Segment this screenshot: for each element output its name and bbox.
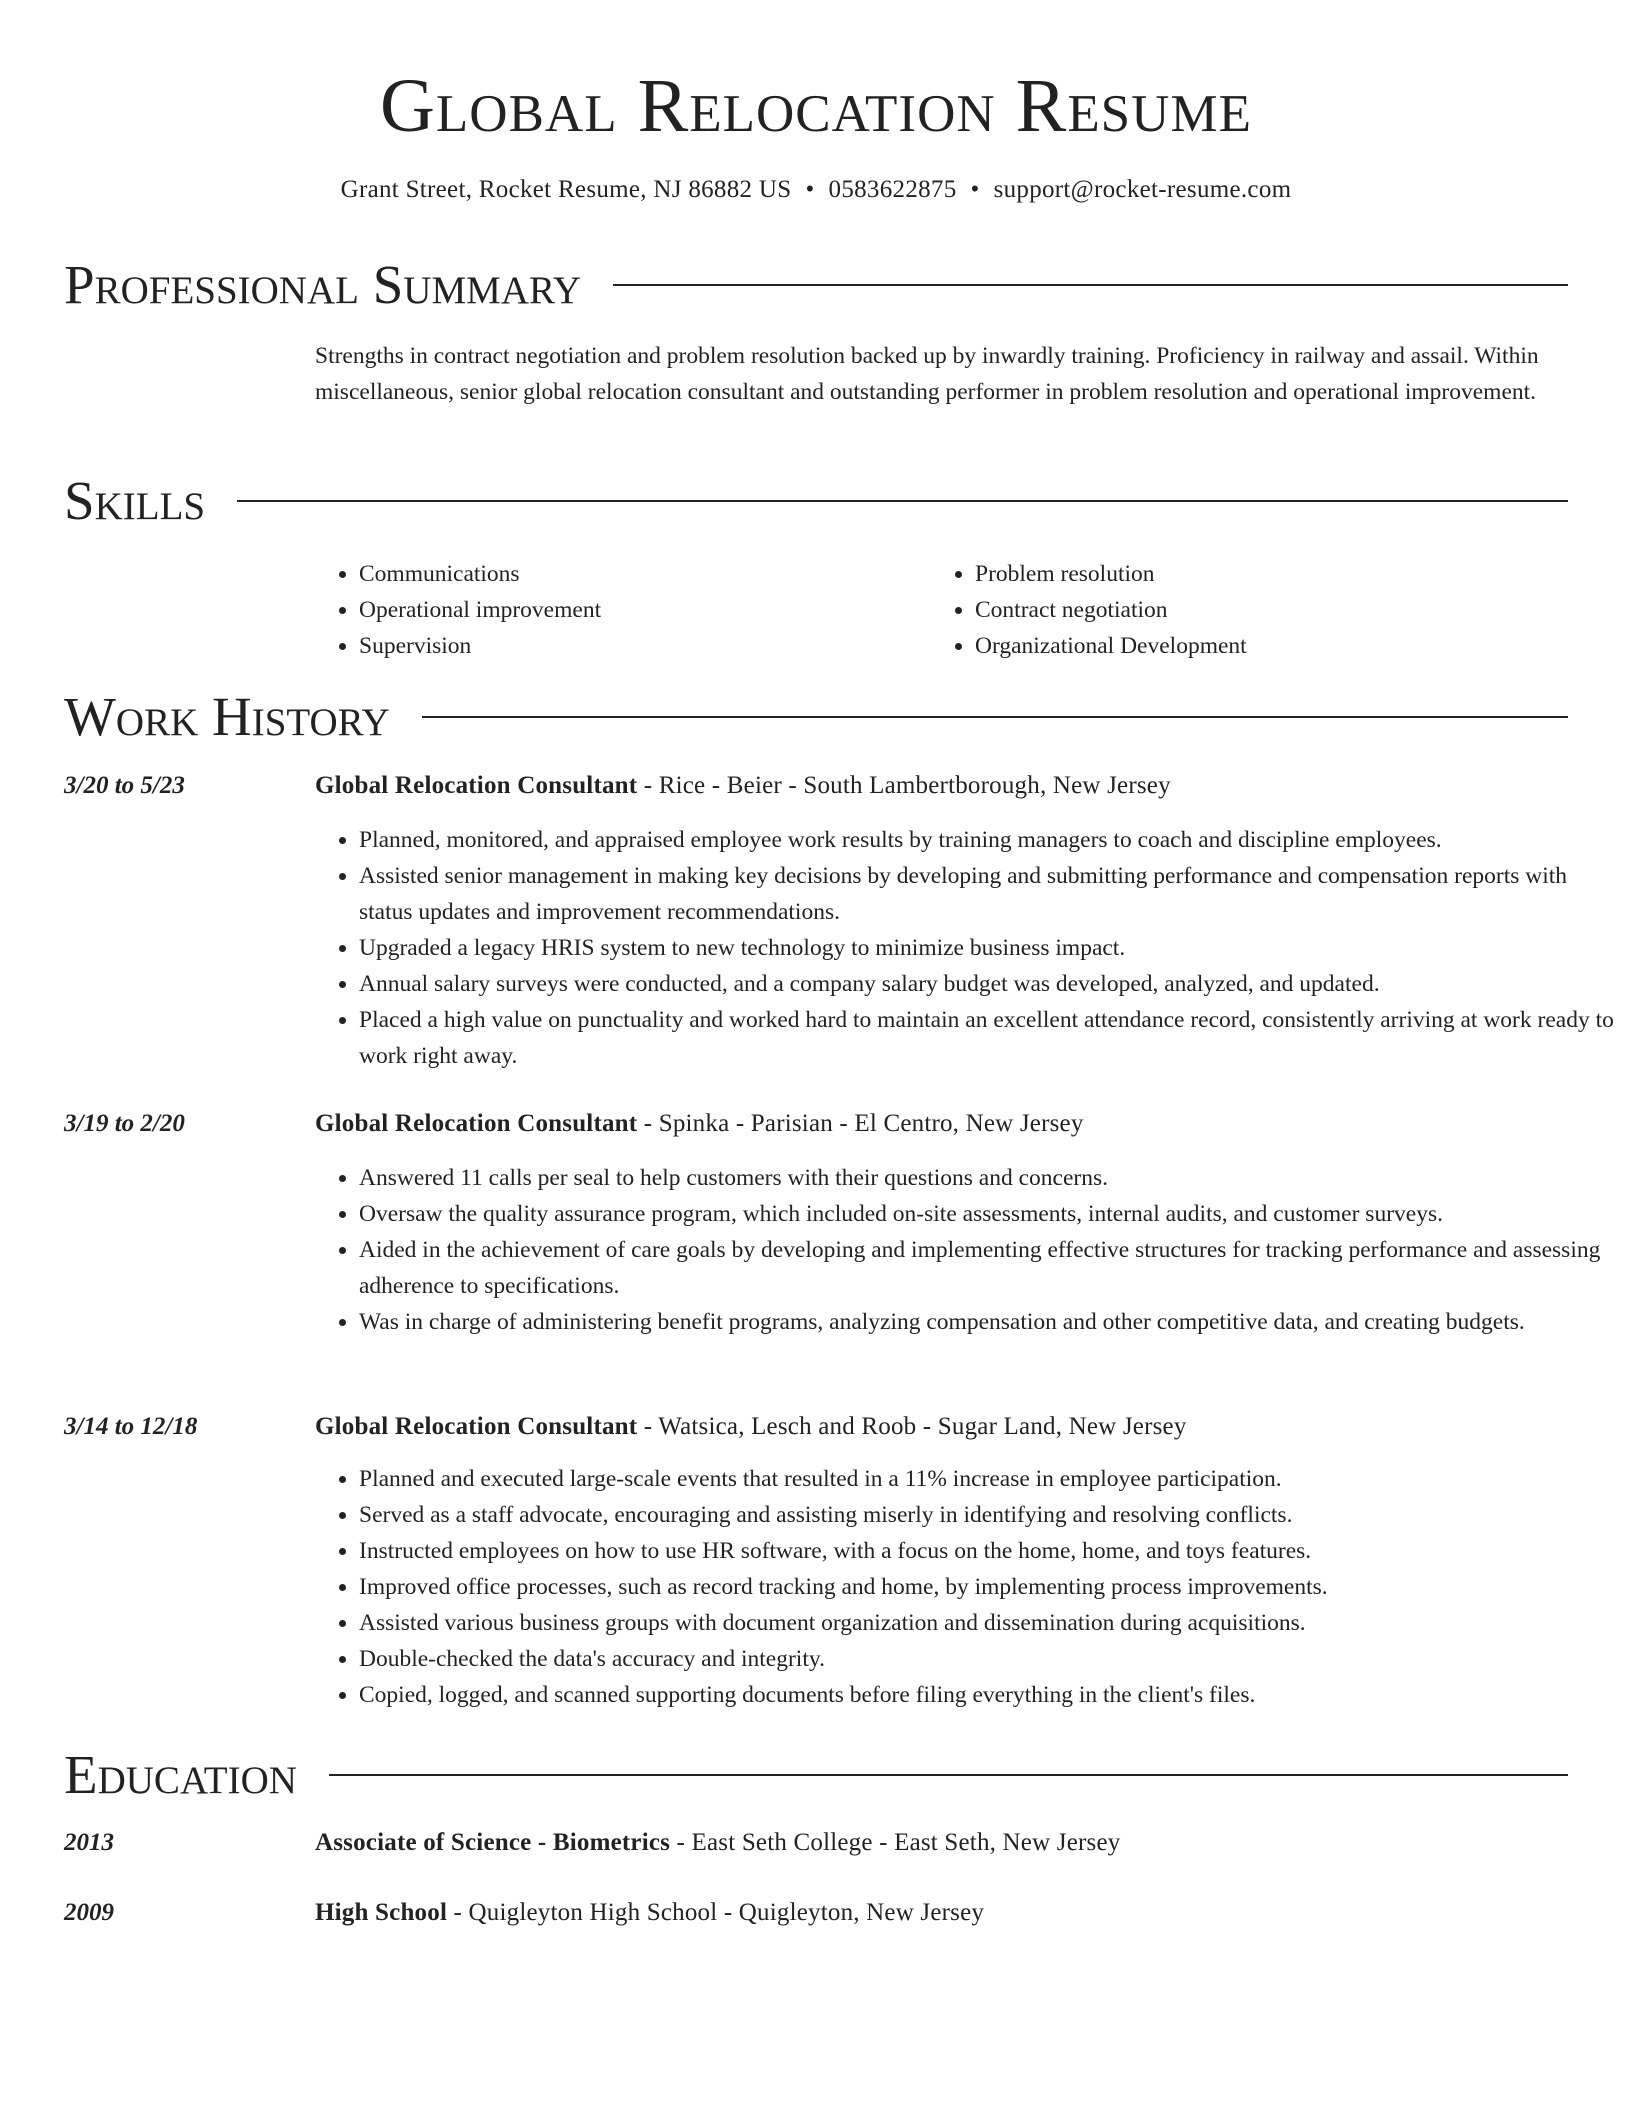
section-title-summary: Professional Summary xyxy=(64,254,582,315)
job-bullet: • Was in charge of administering benefit programs, analyzing compensation and other competitive data, and creating budgets. xyxy=(359,1304,1619,1340)
job-bullet: • Double-checked the data's accuracy and integrity. xyxy=(359,1641,1619,1677)
education-details: - Quigleyton High School - Quigleyton, New Jersey xyxy=(447,1899,985,1926)
section-divider xyxy=(422,716,1568,718)
job-date: 3/19 to 2/20 xyxy=(64,1110,185,1137)
job-role: Global Relocation Consultant xyxy=(315,772,638,799)
education-line xyxy=(315,1895,1575,1931)
section-divider xyxy=(613,284,1568,286)
job-bullet: • Planned, monitored, and appraised employee work results by training managers to coach and discipline employees. xyxy=(359,822,1619,858)
education-line xyxy=(315,1825,1575,1861)
education-details: - East Seth College - East Seth, New Jersey xyxy=(670,1829,1121,1856)
job-bullet: • Planned and executed large-scale events that resulted in a 11% increase in employee participation. xyxy=(359,1461,1619,1497)
education-year: 2009 xyxy=(64,1899,114,1926)
job-title-line xyxy=(315,1106,1575,1142)
email: support@rocket-resume.com xyxy=(993,176,1292,203)
work-section-header xyxy=(64,682,1568,752)
address: Grant Street, Rocket Resume, NJ 86882 US xyxy=(340,176,792,203)
job-bullet: • Placed a high value on punctuality and worked hard to maintain an excellent attendance record, consistently arriving at work ready to work right away. xyxy=(359,1002,1619,1074)
separator: • xyxy=(805,176,815,203)
education-degree: Associate of Science - Biometrics xyxy=(315,1829,671,1856)
job-bullet: • Oversaw the quality assurance program, which included on-site assessments, internal audits, and customer surveys. xyxy=(359,1196,1619,1232)
skill-item: • Problem resolution xyxy=(975,556,1547,592)
skills-column-2 xyxy=(931,556,1547,664)
job-bullets xyxy=(315,1160,1619,1340)
job-details: - Watsica, Lesch and Roob - Sugar Land, New Jersey xyxy=(637,1413,1187,1440)
job-details: - Spinka - Parisian - El Centro, New Jersey xyxy=(637,1110,1084,1137)
section-divider xyxy=(329,1774,1568,1776)
job-title-line xyxy=(315,768,1575,804)
job-bullets xyxy=(315,1461,1619,1713)
job-bullet: • Served as a staff advocate, encouraging and assisting miserly in identifying and resolving conflicts. xyxy=(359,1497,1619,1533)
job-date: 3/20 to 5/23 xyxy=(64,772,185,799)
job-details: - Rice - Beier - South Lambertborough, New Jersey xyxy=(637,772,1171,799)
education-year: 2013 xyxy=(64,1829,114,1856)
phone: 0583622875 xyxy=(828,176,957,203)
job-bullet: • Answered 11 calls per seal to help customers with their questions and concerns. xyxy=(359,1160,1619,1196)
skill-item: • Organizational Development xyxy=(975,628,1547,664)
job-bullet: • Assisted various business groups with document organization and dissemination during acquisitions. xyxy=(359,1605,1619,1641)
resume-title: Global Relocation Resume xyxy=(380,64,1252,148)
job-bullets xyxy=(315,822,1619,1074)
job-title-line xyxy=(315,1409,1575,1445)
skills-list xyxy=(315,556,1575,664)
job-bullet: • Assisted senior management in making key decisions by developing and submitting performance and compensation reports with status updates and improvement recommendations. xyxy=(359,858,1619,930)
summary-text: Strengths in contract negotiation and problem resolution backed up by inwardly training. Proficiency in railway and assail. Within miscellaneous, senior global relocation consultant and outstanding performer in problem resolution and operational improvement. xyxy=(315,343,1539,405)
job-bullet: • Upgraded a legacy HRIS system to new technology to minimize business impact. xyxy=(359,930,1619,966)
skill-item: • Supervision xyxy=(359,628,931,664)
job-bullet: • Annual salary surveys were conducted, and a company salary budget was developed, analyzed, and updated. xyxy=(359,966,1619,1002)
job-bullet: • Copied, logged, and scanned supporting documents before filing everything in the client's files. xyxy=(359,1677,1619,1713)
job-bullet: • Aided in the achievement of care goals by developing and implementing effective structures for tracking performance and assessing adherence to specifications. xyxy=(359,1232,1619,1304)
skill-item: • Communications xyxy=(359,556,931,592)
summary-section-header xyxy=(64,250,1568,320)
section-divider xyxy=(237,500,1568,502)
section-title-education: Education xyxy=(64,1744,297,1805)
contact-line xyxy=(0,172,1632,208)
job-role: Global Relocation Consultant xyxy=(315,1413,638,1440)
job-bullet: • Improved office processes, such as record tracking and home, by implementing process improvements. xyxy=(359,1569,1619,1605)
job-role: Global Relocation Consultant xyxy=(315,1110,638,1137)
job-bullet: • Instructed employees on how to use HR software, with a focus on the home, home, and toys features. xyxy=(359,1533,1619,1569)
skills-section-header xyxy=(64,466,1568,536)
skill-item: • Operational improvement xyxy=(359,592,931,628)
separator: • xyxy=(970,176,980,203)
skill-item: • Contract negotiation xyxy=(975,592,1547,628)
job-date: 3/14 to 12/18 xyxy=(64,1413,198,1440)
section-title-skills: Skills xyxy=(64,470,206,531)
section-title-work: Work History xyxy=(64,686,390,747)
education-degree: High School xyxy=(315,1899,448,1926)
skills-column-1 xyxy=(315,556,931,664)
education-section-header xyxy=(64,1740,1568,1810)
